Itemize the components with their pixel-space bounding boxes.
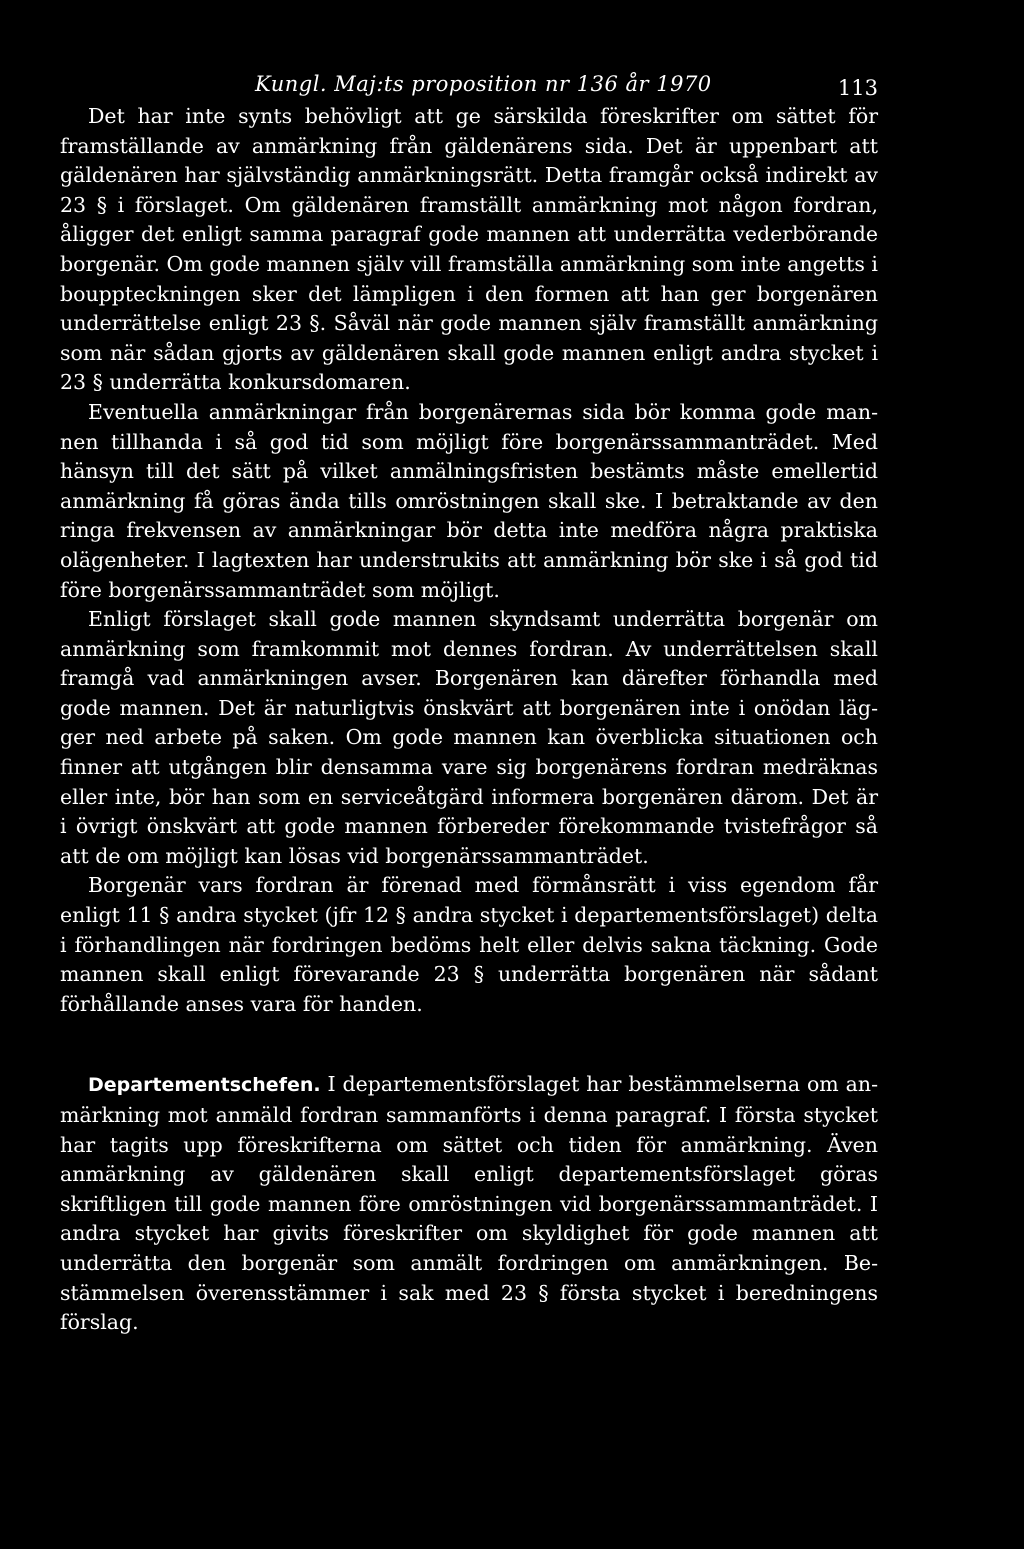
- paragraph: Borgenär vars fordran är förenad med förmånsrätt i viss egendom får enligt 11 § andra stycket (jfr 12 § andra stycket i departementsförslaget) delta i förhandlingen när fordringen bedöms helt eller delvis sakna täckning. Gode mannen skall enligt förevarande 23 § underrätta borgenären när sådant förhållande anses vara för handen.: [60, 873, 878, 1016]
- paragraph: Enligt förslaget skall gode mannen skyndsamt underrätta borgenär om anmärkning som framkommit mot dennes fordran. Av underrättelsen skall framgå vad anmärkningen avser. Borgenären kan därefter förhandla med gode mannen. Det är naturligtvis önskvärt att borgenären inte i onödan lägger ned arbete på saken. Om gode mannen kan överblicka situationen och finner att utgången blir densamma vare sig borgenärens fordran medräknas eller inte, bör han som en serviceåtgärd informera borgenären därom. Det är i övrigt önskvärt att gode mannen förbereder förekommande tvistefrågor så att de om möjligt kan lösas vid borgenärssammanträdet.: [60, 607, 878, 868]
- paragraph: Det har inte synts behövligt att ge särskilda föreskrifter om sättet för framställande av anmärkning från gäldenärens sida. Det är uppenbart att gäldenären har självständig anmärkningsrätt. Detta framgår också indirekt av 23 § i förslaget. Om gäldenären framställt anmärkning mot någon fordran, åligger det enligt samma paragraf gode mannen att underrätta vederbörande borgenär. Om gode mannen själv vill framställa anmärkning som inte angetts i bouppteckningen sker det lämpligen i den formen att han ger borgenären underrättelse enligt 23 §. Såväl när gode mannen själv framställt anmärkning som när sådan gjorts av gäldenären skall gode mannen enligt andra stycket i 23 § underrätta konkursdomaren.: [60, 104, 878, 395]
- section-gap: [60, 1019, 878, 1070]
- department-text: I departementsförslaget har bestämmelserna om anmärkning mot anmäld fordran sammanförts i denna paragraf. I första stycket har tagits upp föreskrifterna om sättet och tiden för anmärkning. Även anmärkning av gäldenären skall enligt departementsförslaget göras skriftligen till gode mannen före omröstningen vid borgenärssammanträdet. I andra stycket har givits föreskrifter om skyldighet för gode mannen att underrätta den borgenär som anmält fordringen om anmärkningen. Bestämmelsen överensstämmer i sak med 23 § första stycket i beredningens förslag.: [60, 1072, 878, 1335]
- document-page: [60, 62, 878, 1338]
- department-lead: Departementschefen.: [88, 1074, 321, 1097]
- body-text: [60, 102, 878, 1338]
- paragraph: Eventuella anmärkningar från borgenärernas sida bör komma gode mannen tillhanda i så god tid som möjligt före borgenärssammanträdet. Med hänsyn till det sätt på vilket anmälningsfristen bestämts måste emellertid anmärkning få göras ända tills omröstningen skall ske. I betraktande av den ringa frekvensen av anmärkningar bör detta inte medföra några praktiska olägenheter. I lagtexten har understrukits att anmärkning bör ske i så god tid före borgenärssammanträdet som möjligt.: [60, 399, 878, 602]
- department-paragraph: [60, 1070, 878, 1337]
- page-header: [60, 62, 878, 102]
- running-title: Kungl. Maj:ts proposition nr 136 år 1970: [255, 72, 712, 96]
- page-number: 113: [837, 76, 878, 100]
